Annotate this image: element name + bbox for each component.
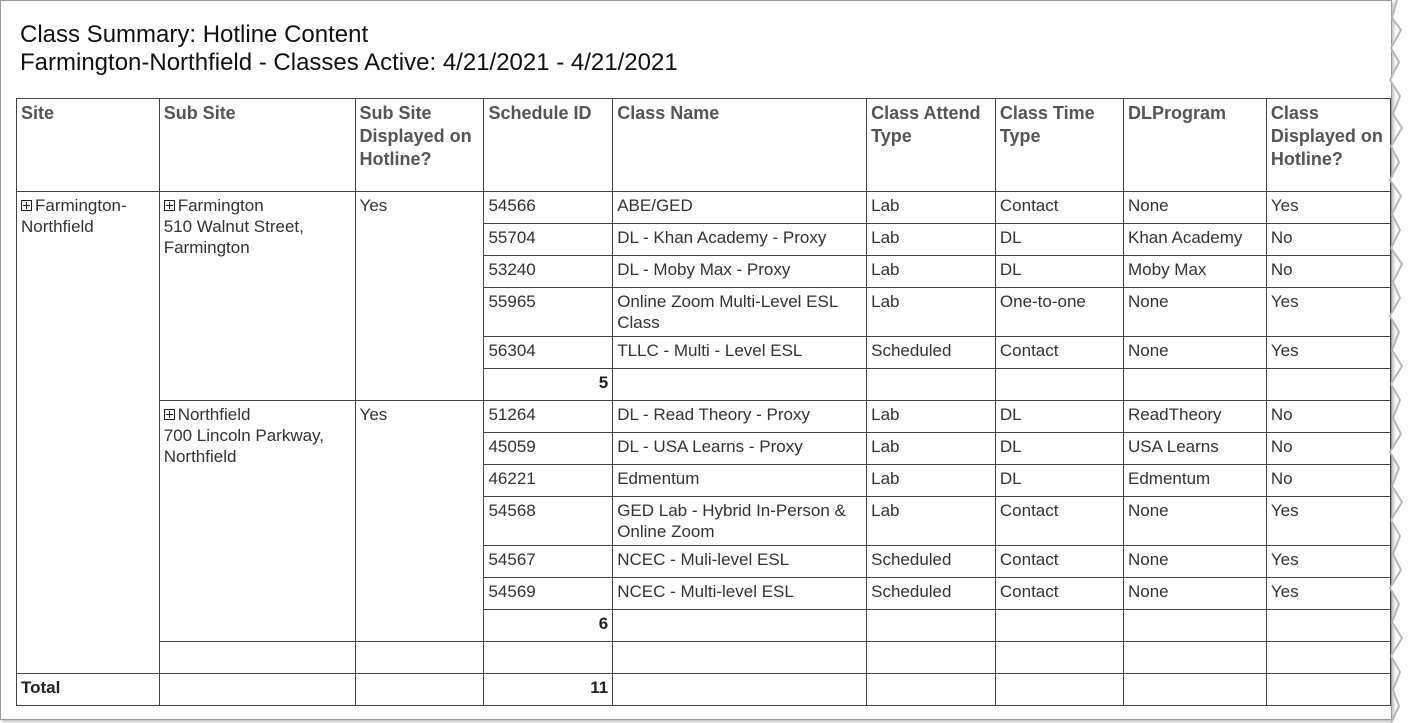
total-label: Total	[17, 674, 160, 706]
class-name: DL - Khan Academy - Proxy	[613, 224, 867, 256]
schedule-id: 56304	[484, 337, 613, 369]
class-name: TLLC - Multi - Level ESL	[613, 337, 867, 369]
subsite-address-line2: Northfield	[163, 447, 237, 466]
empty-cell	[159, 642, 355, 674]
col-header-class-displayed: Class Displayed on Hotline?	[1266, 99, 1390, 192]
empty-cell	[867, 642, 996, 674]
header-row	[17, 99, 1391, 192]
subsite-address-line1: 510 Walnut Street,	[163, 217, 304, 236]
dl-program: None	[1124, 337, 1267, 369]
empty-cell	[1266, 674, 1390, 706]
time-type: One-to-one	[995, 288, 1123, 337]
empty-cell	[613, 369, 867, 401]
subtotal-count: 6	[484, 610, 613, 642]
col-header-dl-program: DLProgram	[1124, 99, 1267, 192]
total-count: 11	[484, 674, 613, 706]
attend-type: Scheduled	[867, 337, 996, 369]
attend-type: Lab	[867, 192, 996, 224]
time-type: DL	[995, 401, 1123, 433]
time-type: DL	[995, 433, 1123, 465]
table-row	[17, 401, 1391, 433]
attend-type: Scheduled	[867, 578, 996, 610]
empty-cell	[613, 674, 867, 706]
attend-type: Lab	[867, 256, 996, 288]
schedule-id: 54566	[484, 192, 613, 224]
class-displayed: Yes	[1266, 192, 1390, 224]
schedule-id: 45059	[484, 433, 613, 465]
col-header-sub-site: Sub Site	[159, 99, 355, 192]
dl-program: Moby Max	[1124, 256, 1267, 288]
table-row	[17, 192, 1391, 224]
empty-cell	[867, 674, 996, 706]
empty-cell	[995, 674, 1123, 706]
attend-type: Lab	[867, 224, 996, 256]
empty-cell	[867, 610, 996, 642]
attend-type: Lab	[867, 433, 996, 465]
attend-type: Lab	[867, 465, 996, 497]
blank-row	[17, 642, 1391, 674]
empty-cell	[1266, 610, 1390, 642]
dl-program: ReadTheory	[1124, 401, 1267, 433]
subsite-displayed: Yes	[355, 192, 484, 401]
dl-program: USA Learns	[1124, 433, 1267, 465]
site-cell	[17, 192, 160, 674]
dl-program: None	[1124, 288, 1267, 337]
class-displayed: Yes	[1266, 497, 1390, 546]
dl-program: Edmentum	[1124, 465, 1267, 497]
schedule-id: 46221	[484, 465, 613, 497]
class-summary-table	[16, 98, 1391, 706]
col-header-class-attend-type: Class Attend Type	[867, 99, 996, 192]
class-name: DL - Read Theory - Proxy	[613, 401, 867, 433]
subsite-name[interactable]: Farmington	[177, 196, 264, 215]
expand-plus-icon[interactable]	[164, 409, 175, 420]
dl-program: None	[1124, 497, 1267, 546]
class-displayed: Yes	[1266, 337, 1390, 369]
class-displayed: No	[1266, 256, 1390, 288]
class-displayed: No	[1266, 433, 1390, 465]
schedule-id: 55965	[484, 288, 613, 337]
empty-cell	[355, 642, 484, 674]
time-type: Contact	[995, 192, 1123, 224]
subtotal-count: 5	[484, 369, 613, 401]
empty-cell	[1124, 610, 1267, 642]
expand-plus-icon[interactable]	[164, 200, 175, 211]
attend-type: Lab	[867, 401, 996, 433]
empty-cell	[613, 610, 867, 642]
dl-program: Khan Academy	[1124, 224, 1267, 256]
class-displayed: No	[1266, 465, 1390, 497]
empty-cell	[867, 369, 996, 401]
class-displayed: Yes	[1266, 288, 1390, 337]
dl-program: None	[1124, 546, 1267, 578]
subsite-name[interactable]: Northfield	[177, 405, 251, 424]
time-type: DL	[995, 224, 1123, 256]
col-header-sub-site-displayed: Sub Site Displayed on Hotline?	[355, 99, 484, 192]
col-header-schedule-id: Schedule ID	[484, 99, 613, 192]
empty-cell	[1266, 369, 1390, 401]
empty-cell	[1124, 674, 1267, 706]
report-subtitle: Farmington-Northfield - Classes Active: 4/21/2021 - 4/21/2021	[20, 49, 678, 76]
report-title-block	[20, 21, 678, 77]
subsite-cell	[159, 401, 355, 642]
class-name: DL - Moby Max - Proxy	[613, 256, 867, 288]
class-name: Edmentum	[613, 465, 867, 497]
schedule-id: 54569	[484, 578, 613, 610]
empty-cell	[1124, 642, 1267, 674]
class-name: Online Zoom Multi-Level ESL Class	[613, 288, 867, 337]
empty-cell	[159, 674, 355, 706]
class-displayed: No	[1266, 224, 1390, 256]
time-type: Contact	[995, 337, 1123, 369]
attend-type: Lab	[867, 497, 996, 546]
schedule-id: 54568	[484, 497, 613, 546]
schedule-id: 54567	[484, 546, 613, 578]
schedule-id: 51264	[484, 401, 613, 433]
time-type: Contact	[995, 546, 1123, 578]
col-header-site: Site	[17, 99, 160, 192]
total-row	[17, 674, 1391, 706]
dl-program: None	[1124, 192, 1267, 224]
col-header-class-time-type: Class Time Type	[995, 99, 1123, 192]
class-name: NCEC - Muli-level ESL	[613, 546, 867, 578]
subsite-address-line2: Farmington	[163, 238, 250, 257]
time-type: Contact	[995, 578, 1123, 610]
class-name: NCEC - Multi-level ESL	[613, 578, 867, 610]
class-displayed: No	[1266, 401, 1390, 433]
time-type: DL	[995, 465, 1123, 497]
empty-cell	[995, 369, 1123, 401]
col-header-class-name: Class Name	[613, 99, 867, 192]
time-type: Contact	[995, 497, 1123, 546]
empty-cell	[355, 674, 484, 706]
class-name: ABE/GED	[613, 192, 867, 224]
class-name: DL - USA Learns - Proxy	[613, 433, 867, 465]
empty-cell	[613, 642, 867, 674]
dl-program: None	[1124, 578, 1267, 610]
schedule-id: 53240	[484, 256, 613, 288]
empty-cell	[995, 642, 1123, 674]
attend-type: Scheduled	[867, 546, 996, 578]
torn-edge-decoration	[1385, 0, 1419, 723]
class-name: GED Lab - Hybrid In-Person & Online Zoom	[613, 497, 867, 546]
empty-cell	[1266, 642, 1390, 674]
class-displayed: Yes	[1266, 546, 1390, 578]
class-displayed: Yes	[1266, 578, 1390, 610]
expand-plus-icon[interactable]	[21, 200, 32, 211]
subsite-address-line1: 700 Lincoln Parkway,	[163, 426, 325, 445]
subsite-displayed: Yes	[355, 401, 484, 642]
time-type: DL	[995, 256, 1123, 288]
schedule-id: 55704	[484, 224, 613, 256]
report-title: Class Summary: Hotline Content	[20, 21, 369, 48]
empty-cell	[1124, 369, 1267, 401]
subsite-cell	[159, 192, 355, 401]
site-name[interactable]: Farmington-Northfield	[21, 196, 127, 236]
attend-type: Lab	[867, 288, 996, 337]
empty-cell	[484, 642, 613, 674]
empty-cell	[995, 610, 1123, 642]
